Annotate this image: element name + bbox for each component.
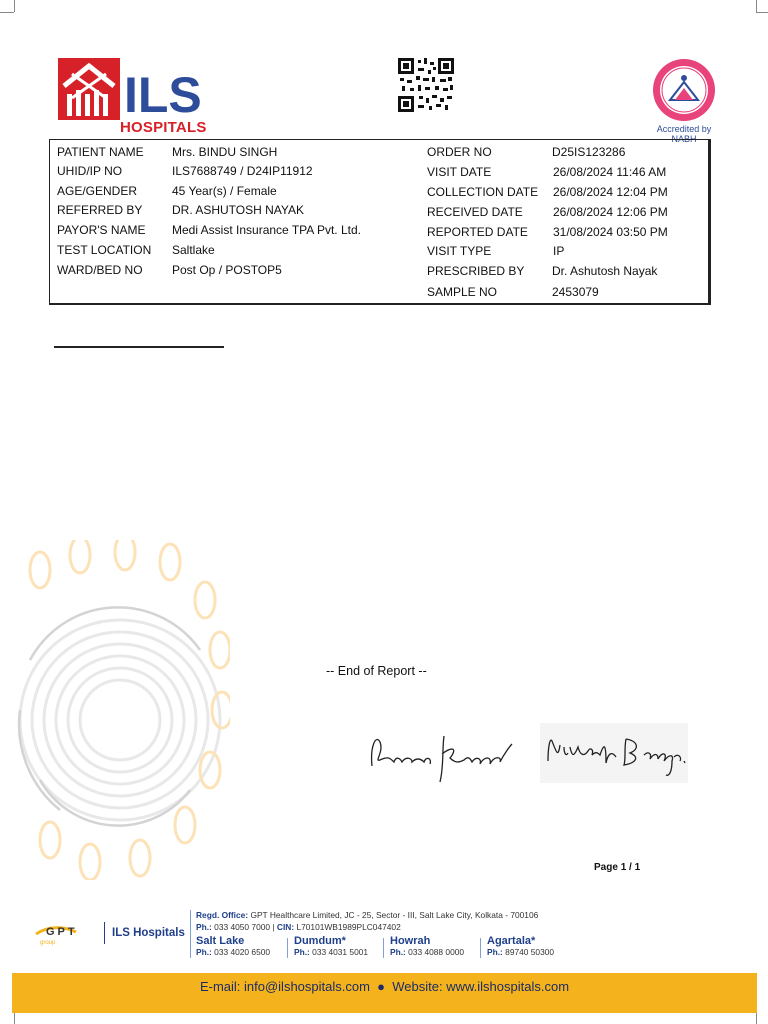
branch-separator [287, 938, 288, 958]
order-field-value: 2453079 [552, 285, 599, 299]
branch-separator [480, 938, 481, 958]
phone-number: 89740 50300 [505, 947, 555, 957]
svg-text:ILS: ILS [124, 67, 202, 123]
watermark-graphic [0, 540, 230, 880]
crop-mark [0, 12, 14, 13]
order-field-label: COLLECTION DATE [427, 185, 539, 199]
signature-poonam-kapoor [366, 722, 516, 792]
branch-phone [294, 947, 368, 957]
website-link[interactable]: www.ilshospitals.com [446, 979, 570, 994]
signature-nivedita-banerjee [540, 723, 688, 783]
phone-number: 033 4020 6500 [214, 947, 271, 957]
phone-label: Ph.: [390, 947, 406, 957]
registered-office: Regd. Office: GPT Healthcare Limited, JC - 25, Sector - III, Salt Lake City, Kolkata - 700106 [196, 910, 539, 920]
branch-name: Howrah [390, 935, 431, 947]
patient-info-box [49, 139, 711, 305]
phone-label: Ph.: [487, 947, 503, 957]
branch-phone [390, 947, 464, 957]
gpt-group-logo [34, 920, 106, 948]
patient-field-label: UHID/IP NO [57, 164, 123, 178]
patient-field-value: ILS7688749 / D24IP11912 [172, 164, 313, 178]
order-field-value: 26/08/2024 11:46 AM [553, 165, 667, 179]
order-field-label: VISIT TYPE [427, 244, 492, 258]
crop-mark [14, 0, 15, 12]
patient-field-value: DR. ASHUTOSH NAYAK [172, 203, 305, 217]
branch-name: Dumdum* [294, 935, 346, 947]
order-field-value: D25IS123286 [552, 145, 626, 159]
patient-field-label: TEST LOCATION [57, 243, 152, 257]
page-number: Page 1 / 1 [594, 862, 641, 873]
patient-field-label: WARD/BED NO [57, 263, 143, 277]
order-field-value: 26/08/2024 12:04 PM [553, 185, 668, 199]
branch-separator [383, 938, 384, 958]
patient-field-value: Medi Assist Insurance TPA Pvt. Ltd. [172, 223, 361, 237]
patient-field-value: Mrs. BINDU SINGH [172, 145, 278, 159]
end-of-report-text: -- End of Report -- [326, 664, 427, 678]
crop-mark [756, 0, 757, 12]
accreditation-text: Accredited by NABH [656, 124, 712, 144]
branch-phone [487, 947, 554, 957]
footer-separator [190, 910, 191, 958]
order-field-label: PRESCRIBED BY [427, 264, 525, 278]
branch-name: Agartala* [487, 935, 536, 947]
footer-separator [104, 922, 105, 944]
patient-field-label: PATIENT NAME [57, 145, 144, 159]
patient-field-label: AGE/GENDER [57, 184, 138, 198]
phone-number: 033 4088 0000 [408, 947, 465, 957]
crop-mark [756, 1012, 757, 1024]
footer-brand: ILS Hospitals [112, 927, 185, 939]
order-field-label: VISIT DATE [427, 165, 492, 179]
svg-text:group: group [40, 940, 56, 946]
patient-field-label: REFERRED BY [57, 203, 143, 217]
phone-and-cin: Ph.: 033 4050 7000 | CIN: L70101WB1989PLC047402 [196, 922, 401, 932]
branch-phone [196, 947, 270, 957]
order-field-label: SAMPLE NO [427, 285, 498, 299]
order-field-value: IP [553, 244, 565, 258]
phone-label: Ph.: [294, 947, 310, 957]
order-field-label: ORDER NO [427, 145, 492, 159]
phone-number: 033 4031 5001 [312, 947, 369, 957]
footer-contact-text: E-mail: info@ilshospitals.com ● Website: www.ilshospitals.com [199, 979, 570, 994]
nabh-accreditation-badge [648, 58, 720, 150]
order-field-label: RECEIVED DATE [427, 205, 523, 219]
order-field-value: 31/08/2024 03:50 PM [553, 225, 668, 239]
crop-mark [14, 1012, 15, 1024]
qr-code [398, 58, 454, 112]
branch-name: Salt Lake [196, 935, 245, 947]
section-underline [54, 346, 224, 348]
order-field-label: REPORTED DATE [427, 225, 528, 239]
order-field-value: 26/08/2024 12:06 PM [553, 205, 668, 219]
patient-field-value: Saltlake [172, 243, 215, 257]
logo-subtext: HOSPITALS [120, 119, 207, 136]
order-field-value: Dr. Ashutosh Nayak [552, 264, 658, 278]
patient-field-value: Post Op / POSTOP5 [172, 263, 282, 277]
phone-label: Ph.: [196, 947, 212, 957]
svg-text:GPT: GPT [46, 926, 78, 938]
patient-field-label: PAYOR'S NAME [57, 223, 146, 237]
patient-field-value: 45 Year(s) / Female [172, 184, 277, 198]
crop-mark [756, 12, 768, 13]
email-link[interactable]: info@ilshospitals.com [244, 979, 370, 994]
